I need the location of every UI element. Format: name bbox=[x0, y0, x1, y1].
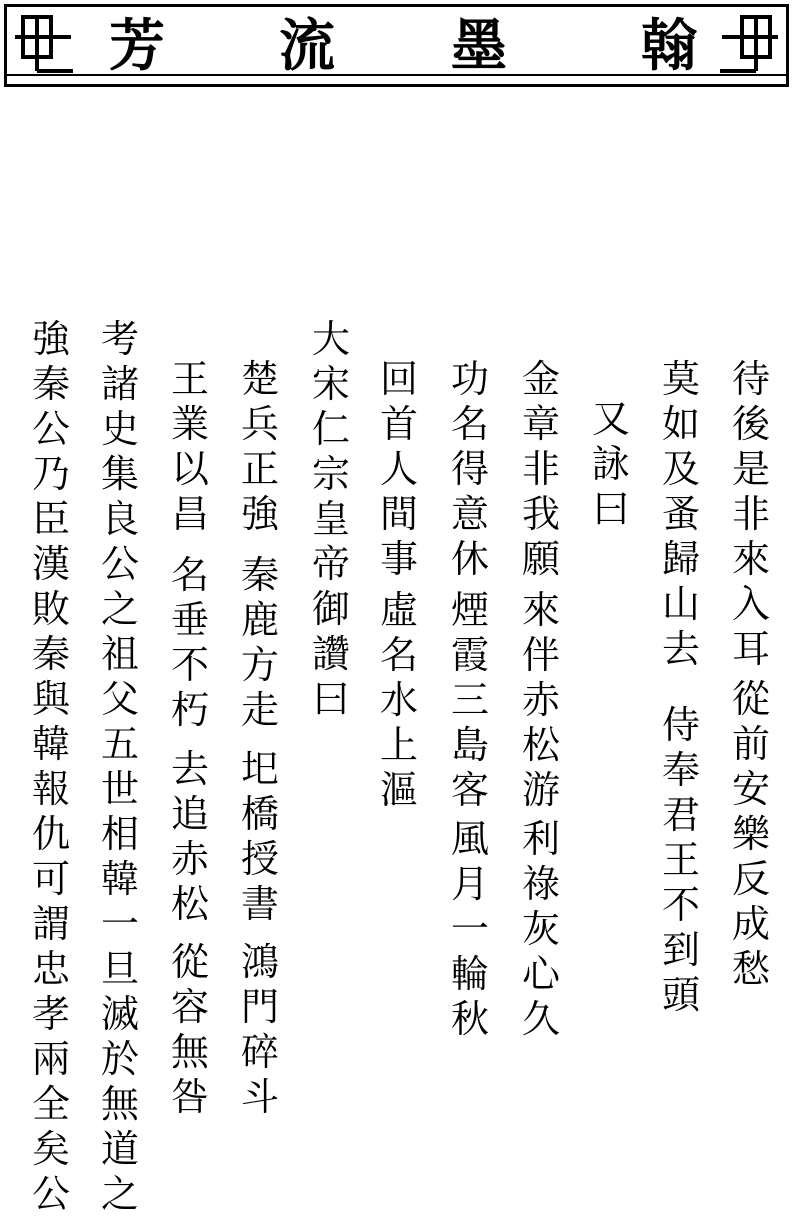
text-segment: 秦鹿方走 bbox=[241, 553, 280, 732]
text-segment: 莫如及蚤歸山去 bbox=[662, 357, 701, 671]
text-segment: 圯橋授書 bbox=[241, 747, 280, 926]
fret-ornament-left-icon bbox=[13, 13, 75, 75]
text-segment: 王業以昌 bbox=[171, 357, 210, 536]
text-segment: 侍奉君王不到頭 bbox=[662, 703, 701, 1017]
text-segment: 利祿灰心久 bbox=[522, 817, 561, 1041]
text-segment: 考諸史集良公之祖父五世相韓一旦滅於無道之 bbox=[101, 317, 140, 1216]
text-segment: 虛名水上漚 bbox=[380, 588, 419, 812]
text-segment: 從容無咎 bbox=[171, 940, 210, 1119]
text-segment: 鴻門碎斗 bbox=[241, 940, 280, 1119]
title-char-3: 流 bbox=[279, 13, 335, 79]
text-segment: 名垂不朽 bbox=[171, 553, 210, 732]
title-banner bbox=[4, 4, 789, 87]
text-segment: 待後是非來入耳 bbox=[732, 357, 771, 671]
text-segment: 煙霞三島客 bbox=[451, 588, 490, 812]
text-segment: 楚兵正強 bbox=[241, 357, 280, 536]
fret-ornament-right-icon bbox=[718, 13, 780, 75]
text-segment: 強秦公乃臣漢敗秦與韓報仇可謂忠孝兩全矣公 bbox=[32, 317, 71, 1216]
title-char-1: 翰 bbox=[641, 13, 697, 79]
text-segment: 風月一輪秋 bbox=[451, 817, 490, 1041]
text-segment: 金章非我願 bbox=[522, 357, 561, 581]
text-segment: 來伴赤松游 bbox=[522, 588, 561, 812]
text-segment: 大宋仁宗皇帝御讚曰 bbox=[312, 317, 351, 721]
title-char-4: 芳 bbox=[109, 13, 165, 79]
text-segment: 功名得意休 bbox=[451, 357, 490, 581]
text-segment: 回首人間事 bbox=[380, 357, 419, 581]
text-segment: 去追赤松 bbox=[171, 747, 210, 926]
text-segment: 從前安樂反成愁 bbox=[732, 677, 771, 991]
title-char-2: 墨 bbox=[451, 13, 507, 79]
text-segment: 又詠曰 bbox=[592, 397, 631, 531]
